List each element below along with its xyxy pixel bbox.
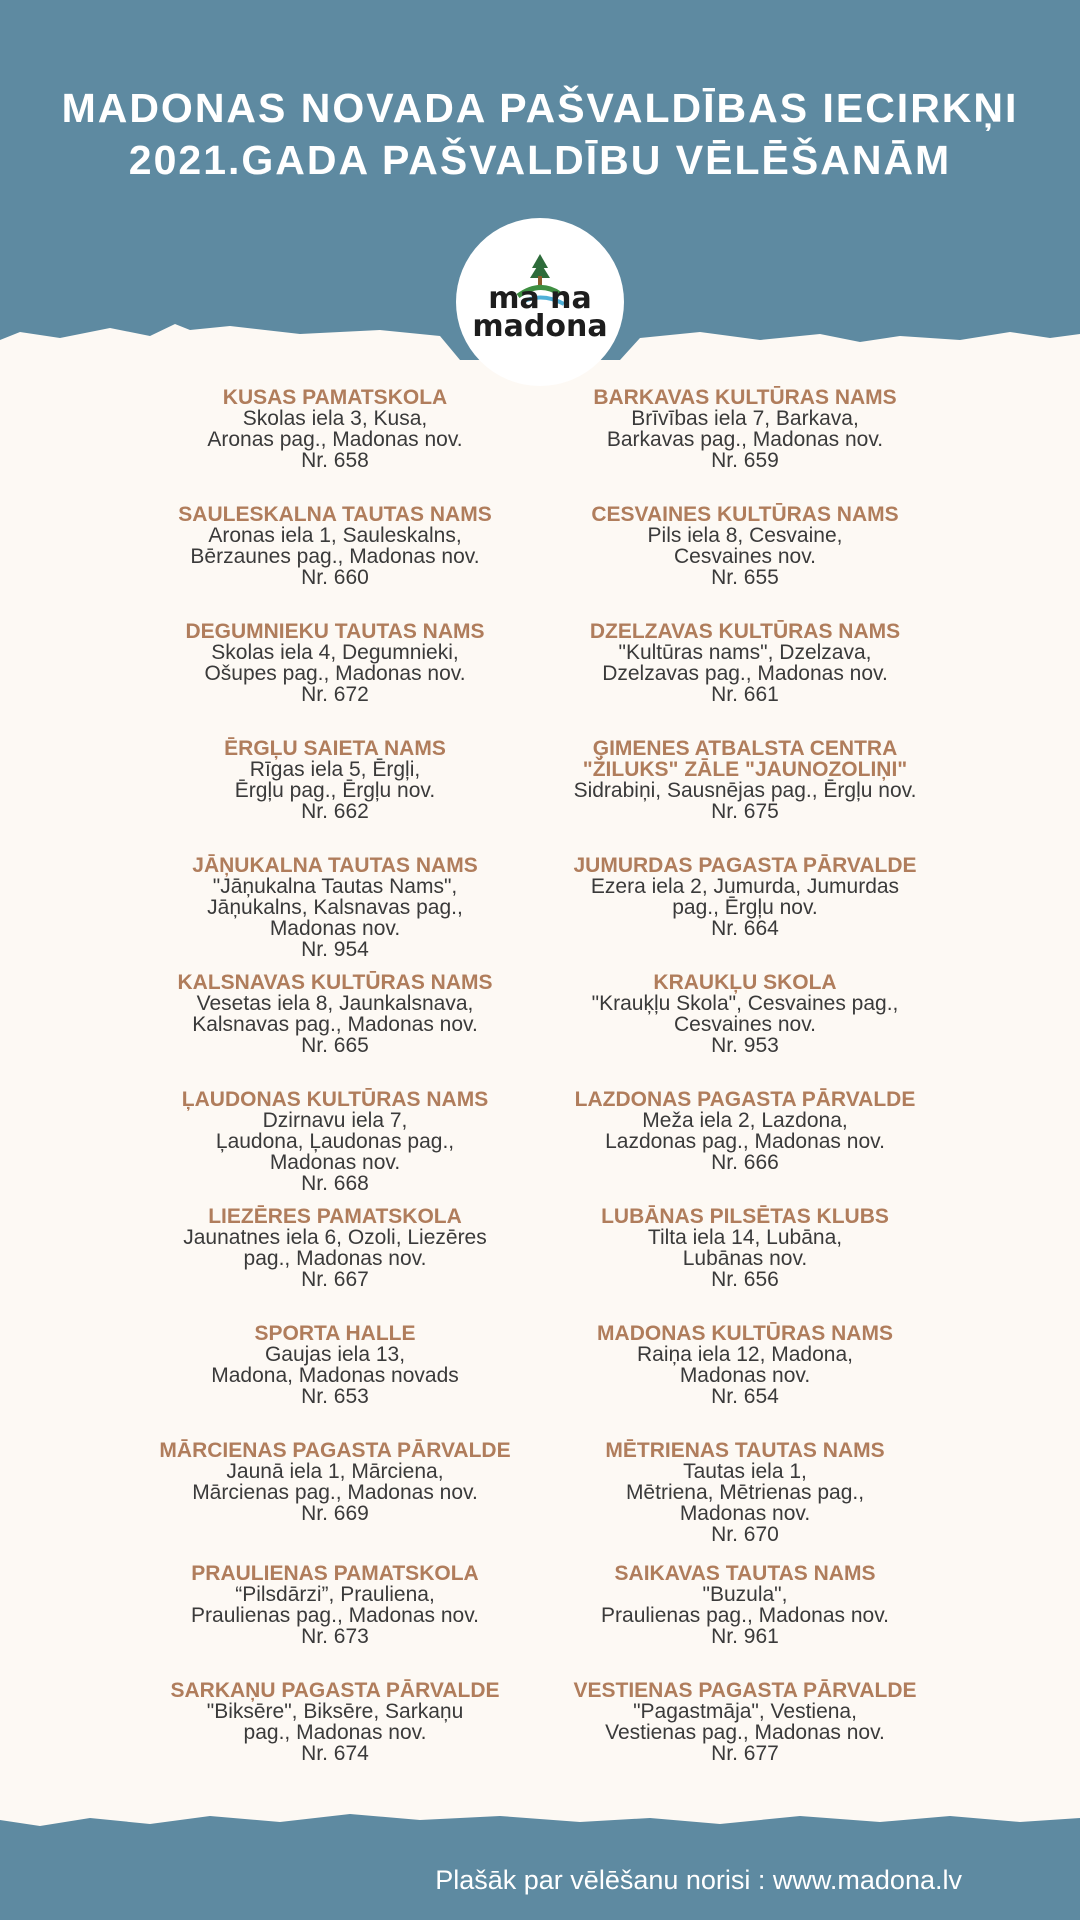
station-card: [560, 621, 930, 705]
station-number: Nr. 667: [301, 1268, 369, 1291]
station-number: Nr. 662: [301, 800, 369, 823]
station-address: Skolas iela 4, Degumnieki,: [211, 641, 459, 664]
station-number: Nr. 659: [711, 449, 779, 472]
station-address: Lazdonas pag., Madonas nov.: [605, 1130, 885, 1153]
page-title: [0, 82, 1080, 186]
station-address: Praulienas pag., Madonas nov.: [601, 1604, 889, 1627]
station-name: MĒTRIENAS TAUTAS NAMS: [605, 1439, 885, 1462]
station-number: Nr. 665: [301, 1034, 369, 1057]
station-address: Jāņukalns, Kalsnavas pag.,: [207, 896, 463, 919]
station-address: Ezera iela 2, Jumurda, Jumurdas: [590, 875, 900, 898]
station-address: Aronas pag., Madonas nov.: [207, 428, 463, 451]
station-address: Raiņa iela 12, Madona,: [637, 1343, 853, 1366]
station-card: [150, 1089, 520, 1194]
station-number: Nr. 673: [301, 1625, 369, 1648]
logo-text-line-1: ma na: [488, 281, 592, 316]
station-card: [150, 1440, 520, 1524]
station-card: [560, 972, 930, 1056]
station-address: Skolas iela 3, Kusa,: [242, 407, 428, 430]
station-number: Nr. 670: [711, 1523, 779, 1546]
station-address: Ērgļu pag., Ērgļu nov.: [234, 779, 436, 802]
station-name: KRAUKĻU SKOLA: [653, 971, 837, 994]
station-address: Barkavas pag., Madonas nov.: [606, 428, 884, 451]
station-card: [150, 1206, 520, 1290]
title-line-1: MADONAS NOVADA PAŠVALDĪBAS IECIRKŅI: [61, 85, 1019, 131]
station-address: Vestienas pag., Madonas nov.: [605, 1721, 885, 1744]
station-number: Nr. 655: [711, 566, 779, 589]
station-card: [150, 621, 520, 705]
station-name: DZELZAVAS KULTŪRAS NAMS: [589, 620, 901, 643]
station-card: [560, 1089, 930, 1173]
station-card: [150, 387, 520, 471]
station-number: Nr. 664: [711, 917, 779, 940]
station-name: JUMURDAS PAGASTA PĀRVALDE: [573, 854, 917, 877]
station-number: Nr. 675: [711, 800, 779, 823]
station-name: SPORTA HALLE: [254, 1322, 416, 1345]
station-address: Bērzaunes pag., Madonas nov.: [190, 545, 480, 568]
station-card: [150, 855, 520, 960]
station-address: "Biksēre", Biksēre, Sarkaņu: [206, 1700, 464, 1723]
station-address: Madonas nov.: [269, 917, 401, 940]
station-name: ĒRGĻU SAIETA NAMS: [224, 737, 446, 760]
station-card: [560, 1680, 930, 1764]
station-card: [560, 1563, 930, 1647]
station-address: Dzirnavu iela 7,: [262, 1109, 408, 1132]
station-address: Gaujas iela 13,: [264, 1343, 406, 1366]
station-name: SARKAŅU PAGASTA PĀRVALDE: [170, 1679, 500, 1702]
station-number: Nr. 953: [711, 1034, 779, 1057]
station-address: Lubānas nov.: [682, 1247, 808, 1270]
station-address: Madona, Madonas novads: [211, 1364, 459, 1387]
station-address: Vesetas iela 8, Jaunkalsnava,: [196, 992, 474, 1015]
station-address: Rīgas iela 5, Ērgļi,: [249, 758, 421, 781]
station-number: Nr. 661: [711, 683, 779, 706]
station-address: Mētriena, Mētrienas pag.,: [625, 1481, 865, 1504]
station-number: Nr. 668: [301, 1172, 369, 1195]
station-number: Nr. 658: [301, 449, 369, 472]
station-card: [560, 1206, 930, 1290]
station-address: Madonas nov.: [679, 1502, 811, 1525]
station-address: Tautas iela 1,: [683, 1460, 807, 1483]
station-address: Tilta iela 14, Lubāna,: [647, 1226, 843, 1249]
station-number: Nr. 674: [301, 1742, 369, 1765]
station-card: [150, 1323, 520, 1407]
station-address: "Krauķļu Skola", Cesvaines pag.,: [591, 992, 899, 1015]
station-name: SAULESKALNA TAUTAS NAMS: [178, 503, 492, 526]
station-name: DEGUMNIEKU TAUTAS NAMS: [185, 620, 485, 643]
station-card: [560, 1323, 930, 1407]
station-name: BARKAVAS KULTŪRAS NAMS: [593, 386, 897, 409]
station-card: [150, 972, 520, 1056]
station-number: Nr. 653: [301, 1385, 369, 1408]
station-address: Kalsnavas pag., Madonas nov.: [192, 1013, 478, 1036]
station-card: [560, 387, 930, 471]
station-number: Nr. 672: [301, 683, 369, 706]
station-address: Dzelzavas pag., Madonas nov.: [602, 662, 888, 685]
station-number: Nr. 961: [711, 1625, 779, 1648]
station-name: ĢIMENES ATBALSTA CENTRA "ŽILUKS" ZĀLE "JAUNOZOLIŅI": [582, 737, 908, 781]
station-address: Jaunatnes iela 6, Ozoli, Liezēres: [183, 1226, 487, 1249]
station-address: "Kultūras nams", Dzelzava,: [618, 641, 872, 664]
station-address: "Jāņukalna Tautas Nams",: [212, 875, 458, 898]
station-card: [560, 504, 930, 588]
station-address: Mārcienas pag., Madonas nov.: [192, 1481, 478, 1504]
station-card: [150, 504, 520, 588]
station-number: Nr. 654: [711, 1385, 779, 1408]
torn-edge-bottom: [0, 1810, 1080, 1840]
station-address: Aronas iela 1, Sauleskalns,: [208, 524, 462, 547]
station-name: CESVAINES KULTŪRAS NAMS: [591, 503, 899, 526]
station-number: Nr. 656: [711, 1268, 779, 1291]
station-name: JĀŅUKALNA TAUTAS NAMS: [192, 854, 478, 877]
station-address: Jaunā iela 1, Mārciena,: [226, 1460, 444, 1483]
station-card: [560, 855, 930, 939]
station-address: Madonas nov.: [269, 1151, 401, 1174]
station-name: VESTIENAS PAGASTA PĀRVALDE: [573, 1679, 917, 1702]
station-address: Madonas nov.: [679, 1364, 811, 1387]
madona-logo: [456, 218, 624, 386]
station-card: [560, 738, 930, 822]
station-name: MADONAS KULTŪRAS NAMS: [597, 1322, 893, 1345]
station-number: Nr. 677: [711, 1742, 779, 1765]
station-name: PRAULIENAS PAMATSKOLA: [191, 1562, 479, 1585]
station-address: Brīvības iela 7, Barkava,: [631, 407, 859, 430]
station-card: [150, 1680, 520, 1764]
station-address: pag., Madonas nov.: [243, 1247, 427, 1270]
station-address: pag., Ērgļu nov.: [672, 896, 818, 919]
station-name: LIEZĒRES PAMATSKOLA: [208, 1205, 462, 1228]
station-address: pag., Madonas nov.: [243, 1721, 427, 1744]
station-number: Nr. 666: [711, 1151, 779, 1174]
station-address: Praulienas pag., Madonas nov.: [191, 1604, 479, 1627]
station-name: SAIKAVAS TAUTAS NAMS: [614, 1562, 876, 1585]
station-card: [150, 1563, 520, 1647]
station-name: KALSNAVAS KULTŪRAS NAMS: [177, 971, 493, 994]
station-name: MĀRCIENAS PAGASTA PĀRVALDE: [159, 1439, 511, 1462]
title-line-2: 2021.GADA PAŠVALDĪBU VĒLĒŠANĀM: [128, 137, 952, 183]
station-card: [560, 1440, 930, 1545]
station-address: Cesvaines nov.: [673, 545, 817, 568]
station-card: [150, 738, 520, 822]
station-address: “Pilsdārzi”, Prauliena,: [235, 1583, 435, 1606]
station-address: Pils iela 8, Cesvaine,: [647, 524, 843, 547]
station-name: LAZDONAS PAGASTA PĀRVALDE: [574, 1088, 916, 1111]
station-address: "Buzula",: [702, 1583, 788, 1606]
station-name: LUBĀNAS PILSĒTAS KLUBS: [601, 1205, 889, 1228]
station-name: ĻAUDONAS KULTŪRAS NAMS: [181, 1088, 489, 1111]
station-address: Cesvaines nov.: [673, 1013, 817, 1036]
footer-link-text[interactable]: Plašāk par vēlēšanu norisi : www.madona.lv: [435, 1865, 962, 1895]
station-address: Ošupes pag., Madonas nov.: [204, 662, 466, 685]
station-address: Sidrabiņi, Sausnējas pag., Ērgļu nov.: [573, 779, 917, 802]
station-number: Nr. 669: [301, 1502, 369, 1525]
station-address: Ļaudona, Ļaudonas pag.,: [215, 1130, 455, 1153]
logo-text-line-2: madona: [472, 309, 608, 344]
station-address: Meža iela 2, Lazdona,: [642, 1109, 848, 1132]
station-name: KUSAS PAMATSKOLA: [222, 386, 448, 409]
station-number: Nr. 954: [301, 938, 369, 961]
station-address: "Pagastmāja", Vestiena,: [633, 1700, 857, 1723]
station-number: Nr. 660: [301, 566, 369, 589]
